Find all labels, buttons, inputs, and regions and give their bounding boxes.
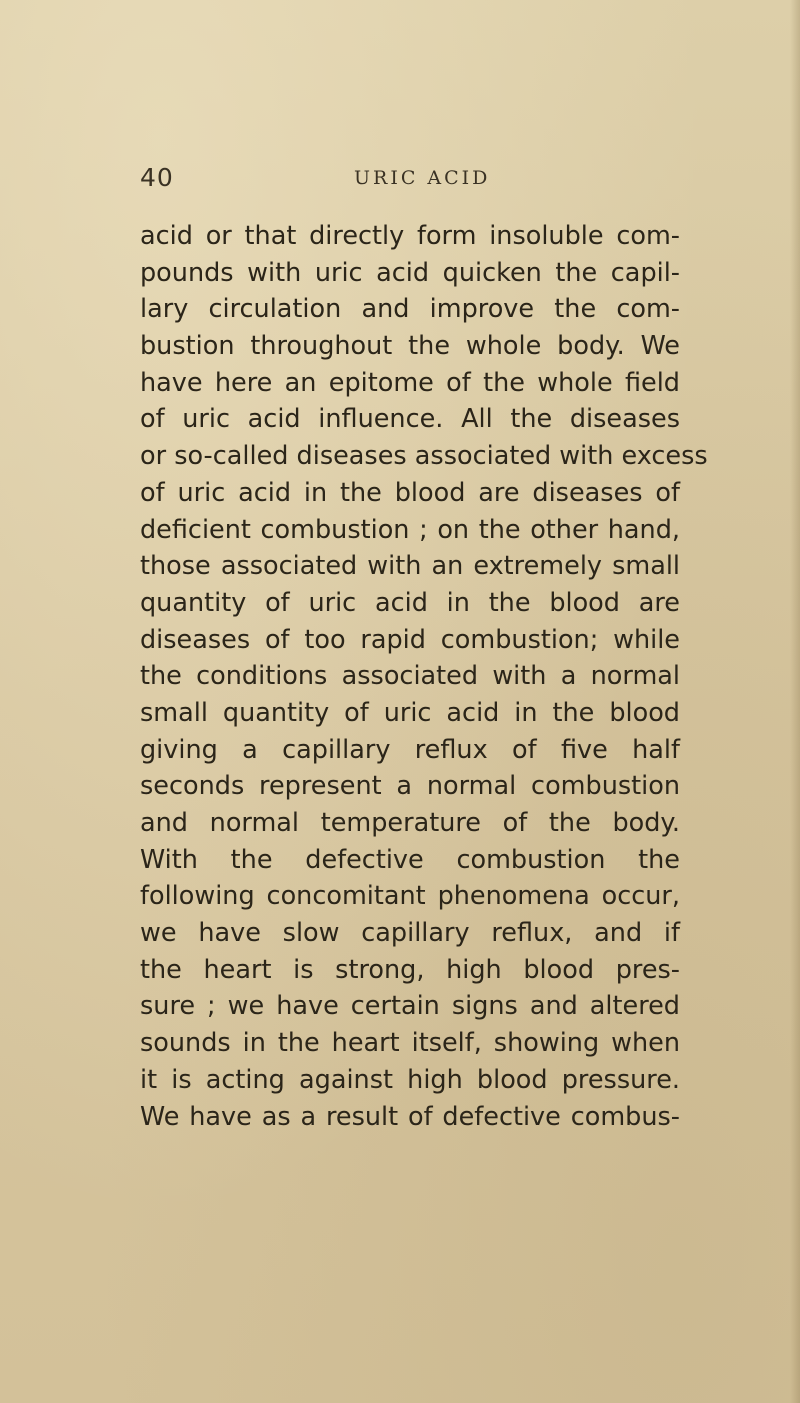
text-line: of uric acid in the blood are diseases of: [140, 477, 680, 508]
text-line: have here an epitome of the whole field: [140, 367, 680, 398]
page-number: 40: [140, 163, 174, 192]
text-line: bustion throughout the whole body. We: [140, 331, 680, 362]
text-line: those associated with an extremely small: [140, 551, 680, 582]
page-edge-shadow: [790, 0, 800, 1403]
text-line: or so-called diseases associated with excess: [140, 441, 708, 472]
text-line: the heart is strong, high blood pres-: [140, 954, 680, 985]
text-line: deficient combustion ; on the other hand,: [140, 514, 680, 545]
text-line: giving a capillary reflux of five half: [140, 734, 680, 765]
text-line: pounds with uric acid quicken the capil-: [140, 257, 680, 288]
page-header: [140, 163, 680, 203]
text-line: it is acting against high blood pressure.: [140, 1064, 680, 1095]
text-line: and normal temperature of the body.: [140, 808, 680, 838]
running-title: URIC ACID: [354, 167, 491, 189]
text-line: lary circulation and improve the com-: [140, 294, 680, 325]
text-line: diseases of too rapid combustion; while: [140, 624, 680, 655]
body-text: [140, 218, 708, 1135]
text-line: sounds in the heart itself, showing when: [140, 1028, 680, 1059]
text-line: We have as a result of defective combus-: [140, 1101, 680, 1132]
text-line: quantity of uric acid in the blood are: [140, 587, 680, 618]
text-line: With the defective combustion the: [140, 844, 680, 875]
text-line: acid or that directly form insoluble com-: [140, 221, 680, 251]
text-line: of uric acid influence. All the diseases: [140, 404, 680, 435]
text-line: following concomitant phenomena occur,: [140, 881, 680, 912]
text-line: small quantity of uric acid in the blood: [140, 697, 680, 728]
text-line: sure ; we have certain signs and altered: [140, 991, 680, 1022]
text-line: the conditions associated with a normal: [140, 661, 680, 692]
text-line: seconds represent a normal combustion: [140, 771, 680, 802]
text-line: we have slow capillary reflux, and if: [140, 918, 680, 949]
